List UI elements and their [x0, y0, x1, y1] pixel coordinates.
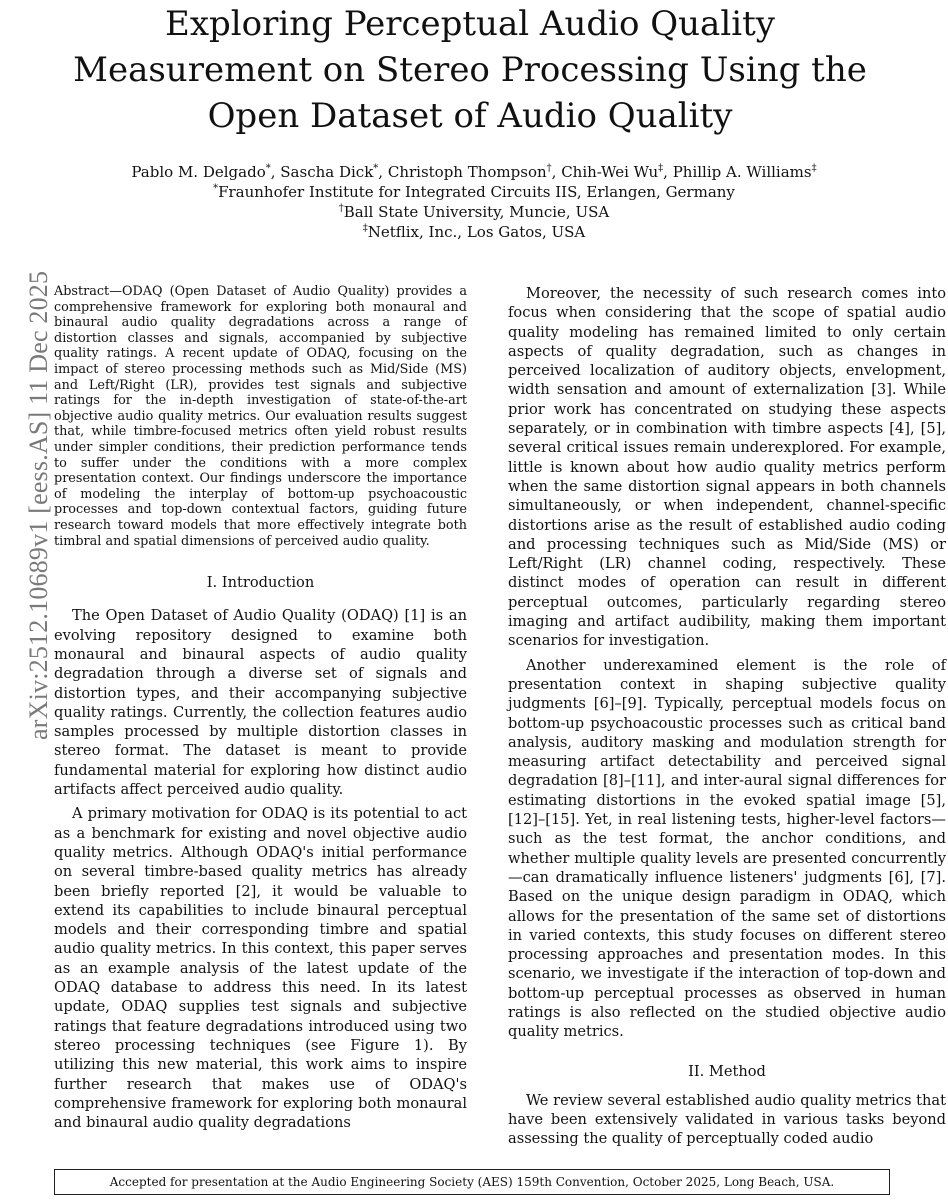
affiliation-text: Fraunhofer Institute for Integrated Circuits IIS, Erlangen, Germany [218, 183, 735, 201]
affiliation-mark: * [373, 163, 379, 174]
affiliation-text: Netflix, Inc., Los Gatos, USA [367, 223, 586, 241]
paragraph: Moreover, the necessity of such research comes into focus when considering that the scope of spatial audio quality modeling has remained limited to only certain aspects of quality degradation, such as changes in perceived localization of auditory objects, envelopment, width sensation and amount of externalization [3]. While prior work has concentrated on studying these aspects separately, or in combination with timbre aspects [4], [5], several critical issues remain underexplored. For example, little is known about how audio quality metrics perform when the same distortion signal appears in both channels simultaneously, or when independent, channel-specific distortions arise as the result of established audio coding and processing techniques such as Mid/Side (MS) or Left/Right (LR) channel coding, respectively. These distinct modes of operation can result in different perceptual outcomes, particularly regarding stereo imaging and artifact audibility, making them important scenarios for investigation. [508, 285, 946, 650]
section-heading-method: II. Method [688, 1062, 766, 1080]
paragraph: The Open Dataset of Audio Quality (ODAQ) [1] is an evolving repository designed to examine both monaural and binaural aspects of audio quality degradation through a diverse set of signals and distortion types, and their accompanying subjective quality ratings. Currently, the collection features audio samples processed by multiple distortion classes in stereo format. The dataset is meant to provide fundamental material for exploring how distinct audio artifacts affect perceived audio quality. [54, 607, 467, 799]
paragraph: Another underexamined element is the role of presentation context in shaping subjective quality judgments [6]–[9]. Typically, perceptual models focus on bottom-up psychoacoustic processes such as critical band analysis, auditory masking and modulation strength for measuring artifact detectability and perceived signal degradation [8]–[11], and inter-aural signal differences for estimating distortions in the evoked spatial image [5], [12]–[15]. Yet, in real listening tests, higher-level factors—such as the test format, the anchor conditions, and whether multiple quality levels are presented concurrently—can dramatically influence listeners' judgments [6], [7]. Based on the unique design paradigm in ODAQ, which allows for the presentation of the same set of distortions in varied contexts, this study focuses on different stereo processing approaches and presentation modes. In this scenario, we investigate if the interaction of top-down and bottom-up perceptual processes as observed in human ratings is also reflected on the studied objective audio quality metrics. [508, 656, 946, 1041]
paper-title: Exploring Perceptual Audio Quality Measurement on Stereo Processing Using the Open Dataset of Audio Quality [73, 4, 867, 136]
author-name: Chih-Wei Wu [561, 163, 659, 181]
paragraph: We review several established audio quality metrics that have been extensively validated in various tasks beyond assessing the quality of perceptually coded audio [508, 1091, 946, 1148]
abstract: Abstract—ODAQ (Open Dataset of Audio Quality) provides a comprehensive framework for exploring both monaural and binaural audio quality degradations across a range of distortion classes and signals, accompanied by subjective quality ratings. A recent update of ODAQ, focusing on the impact of stereo processing methods such as Mid/Side (MS) and Left/Right (LR), provides test signals and subjective ratings for the in-depth investigation of state-of-the-art objective audio quality metrics. Our evaluation results suggest that, while timbre-focused metrics often yield robust results under simpler conditions, their prediction performance tends to suffer under the conditions with a more complex presentation context. Our findings underscore the importance of modeling the interplay of bottom-up psychoacoustic processes and top-down contextual factors, guiding future research toward models that more effectively integrate both timbral and spatial dimensions of perceived audio quality. [54, 284, 467, 549]
author-name: Phillip A. Williams [672, 163, 812, 181]
affiliation-line [60, 202, 888, 222]
affiliation-mark: * [265, 163, 271, 174]
author-name: Sascha Dick [280, 163, 374, 181]
author-block [60, 162, 888, 242]
affiliation-mark: ‡ [811, 163, 817, 174]
affiliation-line [60, 222, 888, 242]
author-list: Pablo M. Delgado*, Sascha Dick*, Christoph Thompson†, Chih-Wei Wu‡, Phillip A. Williams‡ [131, 163, 817, 181]
acceptance-note: Accepted for presentation at the Audio Engineering Society (AES) 159th Convention, October 2025, Long Beach, USA. [54, 1169, 890, 1195]
author-name: Christoph Thompson [387, 163, 547, 181]
affiliation-mark: † [338, 203, 344, 214]
arxiv-identifier: arXiv:2512.10689v1 [eess.AS] 11 Dec 2025 [24, 270, 53, 740]
left-column [54, 284, 467, 1132]
author-name: Pablo M. Delgado [131, 163, 266, 181]
affiliation-mark: † [546, 163, 552, 174]
affiliation-mark: * [213, 183, 219, 194]
affiliation-line [60, 182, 888, 202]
affiliation-mark: ‡ [658, 163, 664, 174]
paragraph: A primary motivation for ODAQ is its potential to act as a benchmark for existing and novel objective audio quality metrics. Although ODAQ's initial performance on several timbre-based quality metrics has already been briefly reported [2], it would be valuable to extend its capabilities to include binaural perceptual models and their corresponding timbre and spatial audio quality metrics. In this context, this paper serves as an example analysis of the latest update of the ODAQ database to address this need. In its latest update, ODAQ supplies test signals and subjective ratings that feature degradations introduced using two stereo processing techniques (see Figure 1). By utilizing this new material, this work aims to inspire further research that makes use of ODAQ's comprehensive framework for exploring both monaural and binaural audio quality degradations [54, 805, 467, 1132]
affiliation-text: Ball State University, Muncie, USA [343, 203, 610, 221]
right-column [508, 284, 946, 1149]
section-heading-introduction: I. Introduction [206, 574, 315, 592]
affiliation-mark: ‡ [362, 223, 368, 234]
